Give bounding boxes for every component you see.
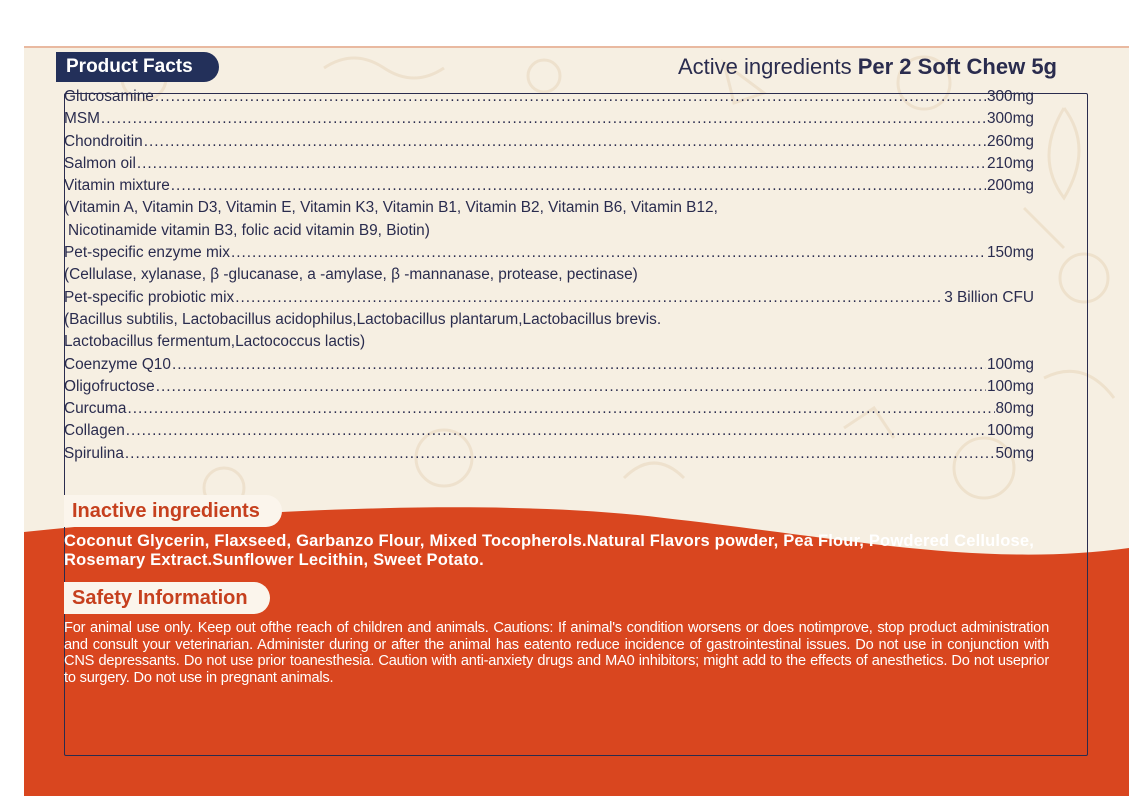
ingredient-note: (Vitamin A, Vitamin D3, Vitamin E, Vitamin K3, Vitamin B1, Vitamin B2, Vitamin B6, Vitamin B12, [64, 199, 718, 217]
dot-leader [172, 354, 986, 376]
ingredient-name: Salmon oil [64, 154, 136, 172]
ingredient-row [64, 131, 1034, 153]
safety-information-text: For animal use only. Keep out ofthe reach of children and animals. Cautions: If animal's condition worsens or does notimprove, stop product administration and consult your veterinarian. Administer during or after the animal has eatento reduce incidence of gastrointestinal issues. Do not use in conjunction with CNS depressants. Do not use prior toanesthesia. Caution with anti-anxiety drugs and MA0 inhibitors; might add to the effects of anesthetics. Do not useprior to surgery. Do not use in pregnant animals. [64, 620, 1049, 686]
safety-information-heading: Safety Information [64, 582, 270, 614]
ingredient-name: Coenzyme Q10 [64, 355, 171, 373]
ingredient-row [64, 86, 1034, 108]
ingredient-name: Pet-specific enzyme mix [64, 244, 230, 262]
dot-leader [144, 131, 986, 153]
ingredient-name: Collagen [64, 422, 125, 440]
ingredient-row [64, 153, 1034, 175]
ingredient-name: Vitamin mixture [64, 177, 170, 195]
dot-leader [231, 242, 986, 264]
inactive-ingredients-heading: Inactive ingredients [64, 495, 282, 527]
ingredient-amount: 300mg [986, 110, 1034, 128]
ingredient-name: Spirulina [64, 444, 124, 462]
ingredient-name: Chondroitin [64, 132, 143, 150]
ingredient-row [64, 420, 1034, 442]
ingredient-amount: 260mg [986, 132, 1034, 150]
ingredient-amount: 200mg [986, 177, 1034, 195]
active-ingredients-heading [678, 52, 1057, 82]
ingredient-name: Curcuma [64, 400, 127, 418]
dot-leader [156, 376, 986, 398]
ingredient-row [64, 242, 1034, 264]
dot-leader [101, 108, 986, 130]
ingredient-name: MSM [64, 110, 100, 128]
ingredient-row [64, 287, 1034, 309]
ingredient-name: Oligofructose [64, 377, 155, 395]
ingredient-amount: 210mg [986, 154, 1034, 172]
ingredient-amount: 80mg [995, 400, 1034, 418]
ingredient-row [64, 175, 1034, 197]
ingredient-row [64, 398, 1034, 420]
ingredient-row [64, 376, 1034, 398]
dot-leader [126, 420, 986, 442]
dot-leader [235, 287, 943, 309]
dot-leader [171, 175, 986, 197]
ingredient-row [64, 108, 1034, 130]
ingredient-row [64, 354, 1034, 376]
ingredient-row [64, 443, 1034, 465]
ingredient-note: Nicotinamide vitamin B3, folic acid vitamin B9, Biotin) [68, 221, 430, 239]
ingredient-amount: 100mg [986, 377, 1034, 395]
product-facts-heading: Product Facts [56, 52, 219, 82]
dot-leader [155, 86, 986, 108]
ingredient-amount: 100mg [986, 422, 1034, 440]
ingredient-amount: 300mg [986, 88, 1034, 105]
dot-leader [137, 153, 986, 175]
inactive-ingredients-text: Coconut Glycerin, Flaxseed, Garbanzo Flour, Mixed Tocopherols.Natural Flavors powder, Pea Flour, Powdered Cellulose, Rosemary Extract.Sunflower Lecithin, Sweet Potato. [64, 532, 1035, 569]
ingredient-amount: 100mg [986, 355, 1034, 373]
ingredient-list [64, 86, 1034, 465]
ingredient-name: Pet-specific probiotic mix [64, 288, 235, 306]
ingredient-note: (Bacillus subtilis, Lactobacillus acidophilus,Lactobacillus plantarum,Lactobacillus brevis. [64, 310, 662, 328]
ingredient-amount: 150mg [986, 244, 1034, 262]
serving-size: Per 2 Soft Chew 5g [857, 54, 1057, 79]
ingredient-amount: 3 Billion CFU [944, 288, 1034, 306]
ingredient-amount: 50mg [995, 444, 1034, 462]
active-prefix: Active ingredients [677, 54, 858, 79]
dot-leader [125, 443, 995, 465]
ingredient-note: (Cellulase, xylanase, β -glucanase, a -amylase, β -mannanase, protease, pectinase) [64, 266, 638, 284]
dot-leader [127, 398, 994, 420]
ingredient-name: Glucosamine [64, 88, 154, 105]
ingredient-note: Lactobacillus fermentum,Lactococcus lactis) [64, 333, 366, 351]
